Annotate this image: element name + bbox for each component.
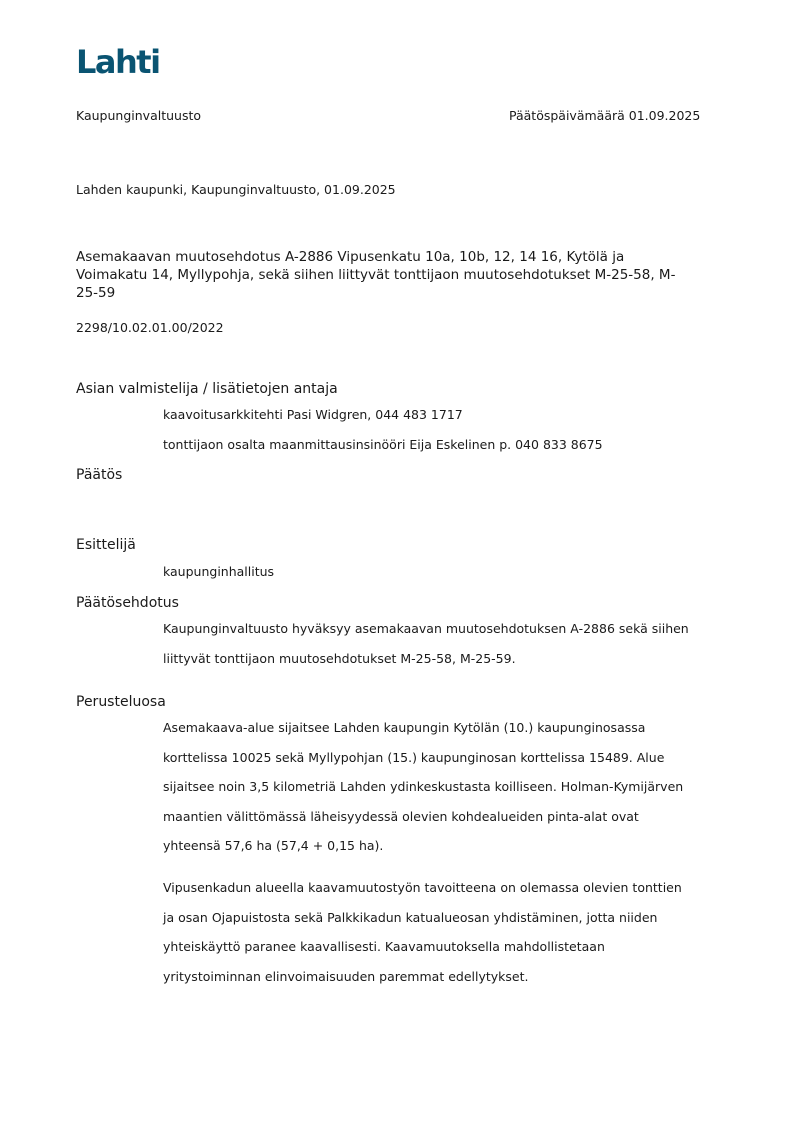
preparer-line-1: kaavoitusarkkitehti Pasi Widgren, 044 483 1717 (163, 407, 463, 422)
document-number: 2298/10.02.01.00/2022 (76, 320, 224, 335)
rationale-paragraph-1 (163, 713, 723, 861)
decision-heading: Päätös (76, 467, 123, 483)
lahti-logo: Lahti (76, 43, 160, 81)
presenter-value: kaupunginhallitus (163, 564, 275, 579)
rationale-line: yhteensä 57,6 ha (57,4 + 0,15 ha). (163, 838, 384, 854)
document-title (76, 248, 716, 302)
proposal-line: liittyvät tonttijaon muutosehdotukset M-25-58, M-25-59. (163, 650, 516, 666)
rationale-line: ja osan Ojapuistosta sekä Palkkikadun katualueosan yhdistäminen, jotta niiden (163, 909, 658, 925)
title-line: Asemakaavan muutosehdotus A-2886 Vipusenkatu 10a, 10b, 12, 14 16, Kytölä ja (76, 249, 625, 265)
rationale-line: sijaitsee noin 3,5 kilometriä Lahden ydinkeskustasta koilliseen. Holman-Kymijärven (163, 779, 684, 795)
rationale-line: yhteiskäyttö paranee kaavallisesti. Kaavamuutoksella mahdollistetaan (163, 939, 605, 955)
meeting-line: Lahden kaupunki, Kaupunginvaltuusto, 01.09.2025 (76, 182, 396, 197)
rationale-paragraph-2 (163, 873, 723, 991)
proposal-heading: Päätösehdotus (76, 595, 179, 611)
rationale-heading: Perusteluosa (76, 694, 166, 710)
title-line: 25-59 (76, 285, 116, 301)
title-line: Voimakatu 14, Myllypohja, sekä siihen liittyvät tonttijaon muutosehdotukset M-25-58, M- (76, 267, 676, 283)
rationale-line: Vipusenkadun alueella kaavamuutostyön tavoitteena on olemassa olevien tonttien (163, 880, 682, 895)
decision-date: Päätöspäivämäärä 01.09.2025 (509, 108, 701, 123)
proposal-line: Kaupunginvaltuusto hyväksyy asemakaavan muutosehdotuksen A-2886 sekä siihen (163, 621, 689, 636)
rationale-line: maantien välittömässä läheisyydessä olevien kohdealueiden pinta-alat ovat (163, 808, 639, 824)
rationale-line: korttelissa 10025 sekä Myllypohjan (15.) kaupunginosan korttelissa 15489. Alue (163, 749, 665, 765)
presenter-heading: Esittelijä (76, 537, 136, 553)
organ-name: Kaupunginvaltuusto (76, 108, 202, 123)
preparer-heading: Asian valmistelija / lisätietojen antaja (76, 381, 338, 397)
rationale-line: yritystoiminnan elinvoimaisuuden paremmat edellytykset. (163, 968, 529, 984)
preparer-line-2: tonttijaon osalta maanmittausinsinööri Eija Eskelinen p. 040 833 8675 (163, 437, 603, 452)
rationale-line: Asemakaava-alue sijaitsee Lahden kaupungin Kytölän (10.) kaupunginosassa (163, 720, 646, 735)
proposal-text (163, 614, 723, 673)
